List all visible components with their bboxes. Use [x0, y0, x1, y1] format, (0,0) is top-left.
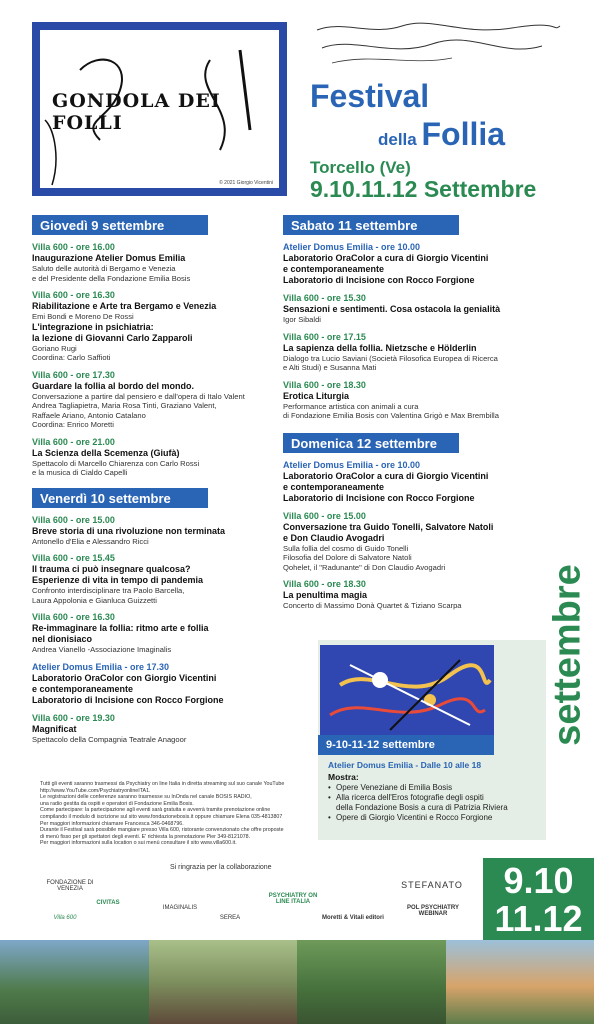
program-event — [283, 511, 545, 573]
serea-logo: SEREA — [219, 915, 241, 921]
day-header: Venerdì 10 settembre — [32, 488, 208, 508]
moretti-vitali-logo: Moretti & Vitali editori — [322, 915, 384, 921]
sponsor-thanks: Si ringrazia per la collaborazione — [170, 864, 272, 871]
event-description: Saluto delle autorità di Bergamo e Venezia e del Presidente della Fondazione Emilia Bosis — [32, 264, 191, 283]
program-event — [32, 290, 302, 363]
venue-photo-villa — [446, 940, 594, 1024]
big-dates — [483, 858, 594, 940]
exhibition-item: • Alla ricerca dell'Eros fotografie degli ospiti della Fondazione Bosis a cura di Patrizia Riviera — [328, 793, 543, 813]
event-title: Laboratorio OraColor con Giorgio Vicentini e contemporaneamente Laboratorio di Incisione con Rocco Forgione — [32, 672, 224, 705]
festival-location: Torcello (Ve) — [310, 158, 411, 177]
event-time: Villa 600 - ore 15.00 — [32, 514, 115, 525]
day-section — [32, 215, 302, 478]
program-event — [32, 662, 302, 706]
event-description: Concerto di Massimo Donà Quartet & Tiziano Scarpa — [283, 601, 462, 610]
program-event — [283, 242, 545, 286]
event-description: Igor Sibaldi — [283, 315, 321, 324]
foundation-signature-logo — [312, 18, 562, 68]
program-event — [283, 380, 545, 421]
event-title: Sensazioni e sentimenti. Cosa ostacola la genialità — [283, 304, 501, 314]
program-event — [283, 460, 545, 504]
program-event — [32, 553, 302, 605]
event-time: Villa 600 - ore 16.30 — [32, 290, 115, 300]
event-description: Sulla follia del cosmo di Guido Tonelli Filosofia del Dolore di Salvatore Natoli Qohelet, il "Radunante" di Don Claudio Avogadri — [283, 543, 446, 572]
della-word — [378, 118, 505, 150]
program-event — [32, 242, 302, 283]
event-time: Villa 600 - ore 18.30 — [283, 579, 366, 589]
imaginalis-logo: IMAGINALIS — [162, 905, 198, 911]
venue-photo-garden — [297, 940, 446, 1024]
event-title: Erotica Liturgia — [283, 390, 350, 401]
exhibition-painting — [320, 645, 494, 740]
festival-dates: 9.10.11.12 Settembre — [310, 176, 537, 202]
villa-600-logo: Villa 600 — [53, 915, 77, 921]
event-description: Andrea Vianello -Associazione Imaginalis — [32, 645, 172, 654]
event-title: Breve storia di una rivoluzione non terminata — [32, 525, 226, 536]
event-description: Emi Bondi e Moreno De Rossi — [32, 312, 134, 321]
event-title: Re-immaginare la follia: ritmo arte e follia nel dionisiaco — [32, 623, 209, 644]
event-description: Conversazione a partire dal pensiero e dall'opera di Italo Valent Andrea Tagliapietra, Maria Rosa Tinti, Graziano Valent, Raffaele Ariano, Antonio Catalano Coordina: Enrico Moretti — [32, 391, 245, 429]
event-description: Goriano Rugi Coordina: Carlo Saffioti — [32, 343, 111, 362]
della-text: della — [378, 130, 417, 149]
event-time: Villa 600 - ore 19.30 — [32, 712, 115, 723]
exhibition-dates: 9-10-11-12 settembre — [318, 735, 494, 755]
vertical-month-text: settembre — [546, 564, 589, 746]
event-time: Villa 600 - ore 15.00 — [283, 510, 366, 521]
event-description: Dialogo tra Lucio Saviani (Società Filosofica Europea di Ricerca e Alti Studi) e Susanna Mati — [283, 353, 498, 372]
vertical-month-label — [548, 520, 588, 790]
program-left-column — [32, 215, 302, 751]
event-time: Villa 600 - ore 17.15 — [283, 331, 366, 342]
event-time: Villa 600 - ore 21.00 — [32, 436, 115, 447]
program-event — [32, 612, 302, 655]
poster-canvas — [40, 30, 279, 188]
venue-photo-canal — [0, 940, 149, 1024]
event-time: Villa 600 - ore 18.30 — [283, 379, 366, 390]
exhibition-time: Atelier Domus Emilia - Dalle 10 alle 18 — [328, 760, 482, 770]
venue-photo-strip — [0, 940, 594, 1024]
big-dates-line1: 9.10 — [503, 860, 574, 901]
program-event — [32, 515, 302, 547]
program-event — [32, 437, 302, 478]
exhibition-box — [318, 640, 546, 840]
event-title: La penultima magia — [283, 590, 368, 600]
program-event — [283, 579, 545, 611]
event-description: Confronto interdisciplinare tra Paolo Barcella, Laura Appolonia e Gianluca Guizzetti — [32, 586, 185, 605]
program-right-column — [283, 215, 545, 618]
event-time: Atelier Domus Emilia - ore 10.00 — [283, 459, 421, 470]
program-event — [283, 332, 545, 373]
exhibition-item: • Opere Veneziane di Emilia Bosis — [328, 783, 543, 793]
festival-title — [310, 80, 505, 150]
program-event — [32, 370, 302, 430]
civitas-logo: CIVITAS — [96, 900, 120, 906]
day-header: Giovedì 9 settembre — [32, 215, 208, 235]
event-title: L'integrazione in psichiatria: la lezione di Giovanni Carlo Zapparoli — [32, 321, 193, 343]
event-title: Laboratorio OraColor a cura di Giorgio Vicentini e contemporaneamente Laboratorio di Incisione con Rocco Forgione — [283, 470, 489, 503]
event-description: Spettacolo di Marcello Chiarenza con Carlo Rossi e la musica di Cialdo Capelli — [32, 458, 200, 477]
event-time: Atelier Domus Emilia - ore 10.00 — [283, 242, 421, 252]
event-title: Laboratorio OraColor a cura di Giorgio Vicentini e contemporaneamente Laboratorio di Incisione con Rocco Forgione — [283, 253, 489, 285]
event-title: La sapienza della follia. Nietzsche e Hölderlin — [283, 342, 477, 353]
event-title: Conversazione tra Guido Tonelli, Salvatore Natoli e Don Claudio Avogadri — [283, 521, 494, 543]
day-section — [32, 488, 302, 745]
event-title: Riabilitazione e Arte tra Bergamo e Venezia — [32, 301, 217, 311]
event-notes: Tutti gli eventi saranno trasmessi da Psychiatry on line Italia in diretta streaming sul suo canale YouTube http://www.YouTube.com/PsychiatryonlineITA1. Le registrazioni delle conferenze saranno trasmesse su InOnda nel canale BOSIS RADIO, una radio gestita da ospiti e operatori di Fondazione Emilia Bosis. Come partecipare: la partecipazione agli eventi sarà gratuita e avverrà tramite prenotazione online compilando il modulo di iscrizione sul sito www.fondazionebosis.it oppure chiamare Elena 035-4813807 Per maggiori informazioni chiamare Francesca 346-0468796. Durante il Festival sarà possibile mangiare presso Villa 600, ristorante convenzionato che offre proposte di menù fisso per gli spettatori degli eventi. E' richiesta la prenotazione Pier 349-8121078. Per maggiori informazioni sulla location o sui menù consultare il sito www.villa600.it. — [40, 781, 285, 847]
event-description: Spettacolo della Compagnia Teatrale Anagoor — [32, 734, 187, 744]
exhibition-label: Mostra: — [328, 772, 359, 782]
event-description: Performance artistica con animali a cura di Fondazione Emilia Bosis con Valentina Grigò e Max Brembilla — [283, 401, 499, 420]
event-time: Villa 600 - ore 15.45 — [32, 553, 115, 563]
event-title: Guardare la follia al bordo del mondo. — [32, 380, 195, 391]
day-header: Domenica 12 settembre — [283, 433, 459, 453]
event-time: Villa 600 - ore 17.30 — [32, 369, 115, 380]
day-section — [283, 215, 545, 421]
program-event — [32, 713, 302, 745]
day-header: Sabato 11 settembre — [283, 215, 459, 235]
event-time: Villa 600 - ore 16.00 — [32, 242, 115, 252]
festival-word: Festival — [310, 78, 430, 114]
day-section — [283, 433, 545, 611]
event-title: Magnificat — [32, 723, 77, 734]
pol-webinar-logo: POL PSYCHIATRY WEBINAR — [407, 905, 459, 917]
stefanato-logo: STEFANATO — [401, 880, 463, 890]
event-title: Inaugurazione Atelier Domus Emilia — [32, 253, 186, 263]
exhibition-item: • Opere di Giorgio Vicentini e Rocco Forgione — [328, 813, 543, 823]
event-title: Il trauma ci può insegnare qualcosa? Esperienze di vita in tempo di pandemia — [32, 564, 204, 585]
fondazione-venezia-logo: FONDAZIONE DI VENEZIA — [46, 880, 94, 892]
event-description: Antonello d'Elia e Alessandro Ricci — [32, 536, 149, 546]
event-title: La Scienza della Scemenza (Giufà) — [32, 447, 180, 458]
event-time: Villa 600 - ore 15.30 — [283, 293, 366, 303]
poster-artwork — [32, 22, 287, 196]
event-time: Atelier Domus Emilia - ore 17.30 — [32, 661, 170, 672]
follia-word: Follia — [421, 116, 506, 152]
program-event — [283, 293, 545, 325]
event-time: Villa 600 - ore 16.30 — [32, 612, 115, 622]
venue-photo-courtyard — [149, 940, 298, 1024]
poster-copyright: © 2021 Giorgio Vicentini — [219, 180, 273, 186]
poster-title: GONDOLA DEI FOLLI — [52, 90, 221, 134]
psychiatry-online-logo: PSYCHIATRY ON LINE ITALIA — [268, 893, 318, 905]
exhibition-list — [328, 783, 543, 823]
big-dates-line2: 11.12 — [494, 898, 583, 939]
